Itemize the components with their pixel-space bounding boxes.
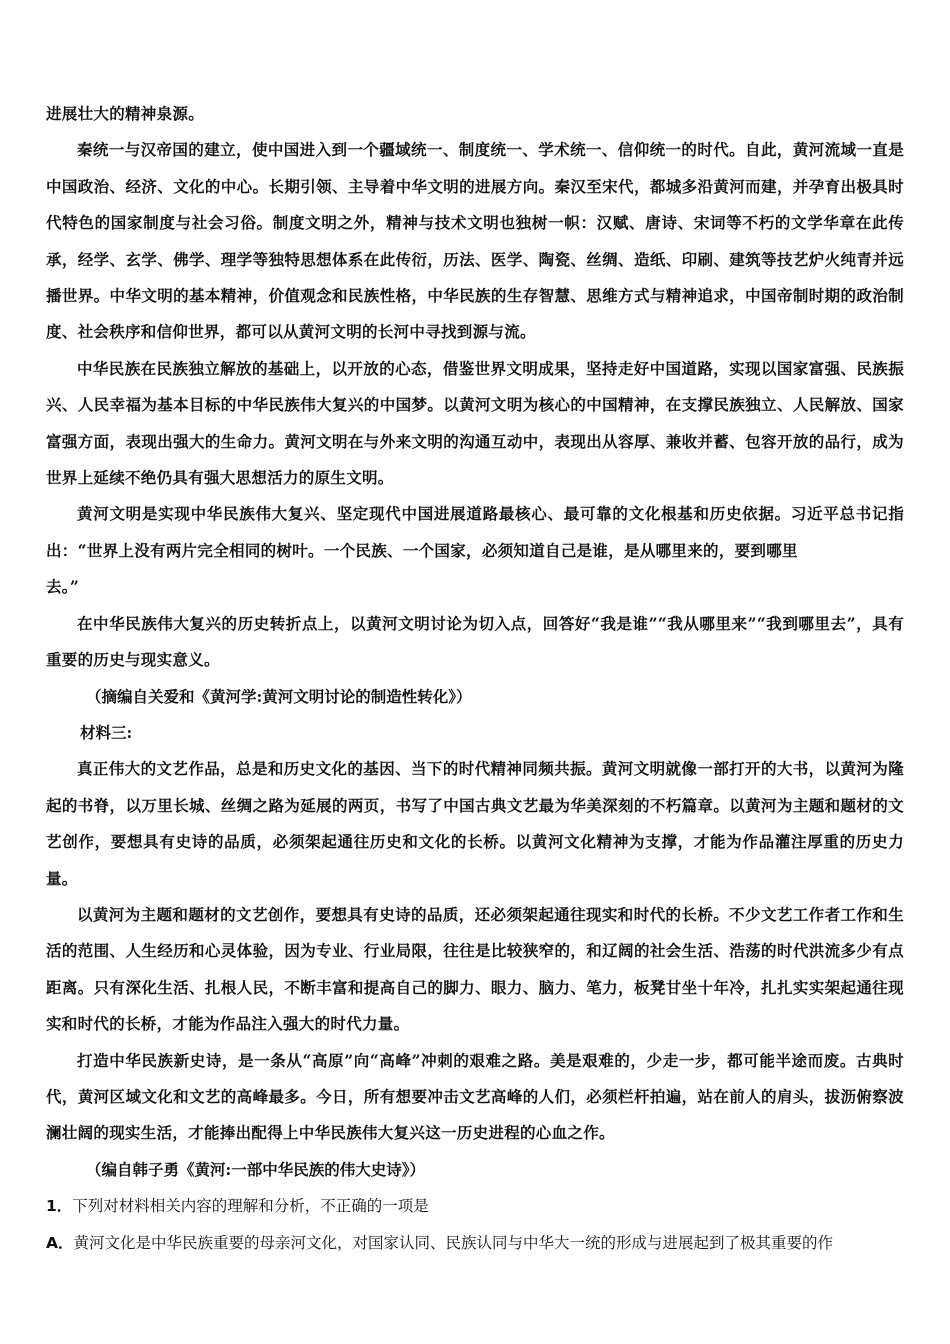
paragraph-cultural-foundation: 黄河文明是实现中华民族伟大复兴、坚定现代中国进展道路最核心、最可靠的文化根基和历史依据。习近平总书记指出：“世界上没有两片完全相同的树叶。一个民族、一个国家，必须知道自己是谁，是从哪里来的，要到哪里 [46,504,904,560]
paragraph-national-rejuvenation: 中华民族在民族独立解放的基础上，以开放的心态，借鉴世界文明成果，坚持走好中国道路，实现以国家富强、民族振兴、人民幸福为基本目标的中华民族伟大复兴的中国梦。以黄河文明为核心的中国精神，在支撑民族独立、人民解放、国家富强方面，表现出强大的生命力。黄河文明在与外来文明的沟通互动中，表现出从容厚、兼收并蓄、包容开放的品行，成为世界上延续不绝仍具有强大思想活力的原生文明。 [46,358,904,488]
document-body [46,96,904,1261]
paragraph-new-epic: 打造中华民族新史诗，是一条从“高原”向“高峰”冲刺的艰难之路。美是艰难的，少走一步，都可能半途而废。古典时代，黄河区域文化和文艺的高峰最多。今日，所有想要冲击文艺高峰的人们，必须栏杆拍遍，站在前人的肩头，拔沥俯察波澜壮阔的现实生活，才能捧出配得上中华民族伟大复兴这一历史进程的心血之作。 [46,1050,904,1143]
source-citation-material-3: （编自韩子勇《黄河:一部中华民族的伟大史诗》） [86,1159,425,1179]
option-a-letter: A． [46,1233,74,1252]
option-a-text: 黄河文化是中华民族重要的母亲河文化，对国家认同、民族认同与中华大一统的形成与进展起到了极其重要的作 [73,1233,834,1252]
question-number: 1． [46,1197,73,1216]
paragraph-continuation: 进展壮大的精神泉源。 [46,104,205,123]
option-a [46,1225,904,1261]
material-3-label: 材料三: [80,722,133,742]
paragraph-turning-point: 在中华民族伟大复兴的历史转折点上，以黄河文明讨论为切入点，回答好“我是谁”“我从哪里来”“我到哪里去”，具有重要的历史与现实意义。 [46,613,904,670]
question-1 [46,1188,904,1224]
paragraph-reality-bridge: 以黄河为主题和题材的文艺创作，要想具有史诗的品质，还必须架起通往现实和时代的长桥。不少文艺工作者工作和生活的范围、人生经历和心灵体验，因为专业、行业局限，往往是比较狭窄的，和辽阔的社会生活、浩荡的时代洪流多少有点距离。只有深化生活、扎根人民，不断丰富和提高自己的脚力、眼力、脑力、笔力，板凳甘坐十年冷，扎扎实实架起通往现实和时代的长桥，才能为作品注入强大的时代力量。 [46,904,904,1034]
paragraph-qin-han: 秦统一与汉帝国的建立，使中国进入到一个疆域统一、制度统一、学术统一、信仰统一的时代。自此，黄河流域一直是中国政治、经济、文化的中心。长期引领、主导着中华文明的进展方向。秦汉至宋代，都城多沿黄河而建，并孕育出极具时代特色的国家制度与社会习俗。制度文明之外，精神与技术文明也独树一帜：汉赋、唐诗、宋词等不朽的文学华章在此传承，经学、玄学、佛学、理学等独特思想体系在此传衍，历法、医学、陶瓷、丝绸、造纸、印刷、建筑等技艺炉火纯青并远播世界。中华文明的基本精神，价值观念和民族性格，中华民族的生存智慧、思维方式与精神追求，中国帝制时期的政治制度、社会秩序和信仰世界，都可以从黄河文明的长河中寻找到源与流。 [46,140,904,342]
question-stem: 下列对材料相关内容的理解和分析，不正确的一项是 [72,1197,429,1216]
paragraph-great-works: 真正伟大的文艺作品，总是和历史文化的基因、当下的时代精神同频共振。黄河文明就像一部打开的大书，以黄河为隆起的书脊，以万里长城、丝绸之路为延展的两页，书写了中国古典文艺最为华美深刻的不朽篇章。以黄河为主题和题材的文艺创作，要想具有史诗的品质，必须架起通往历史和文化的长桥。以黄河文化精神为支撑，才能为作品灌注厚重的历史力量。 [46,759,904,888]
source-citation-material-2: （摘编自关爱和《黄河学:黄河文明讨论的制造性转化》） [86,686,472,706]
paragraph-cultural-foundation-end: 去。” [46,577,80,597]
